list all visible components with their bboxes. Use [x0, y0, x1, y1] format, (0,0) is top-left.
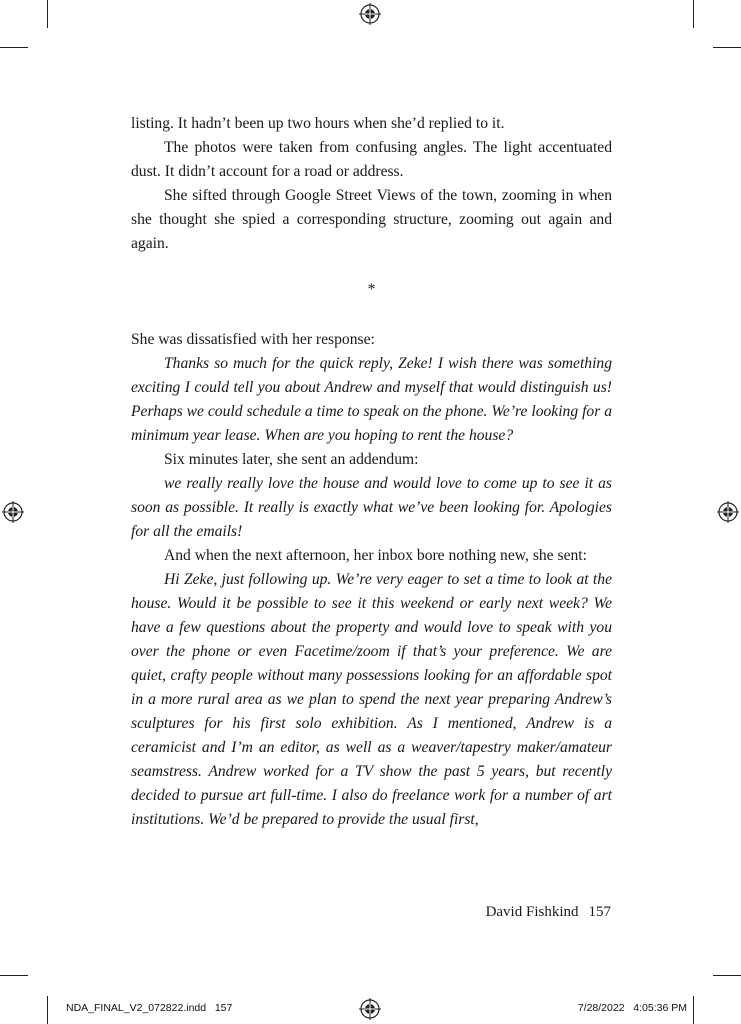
page-number: 157 — [588, 904, 611, 920]
crop-mark-bottom-left-vertical — [47, 996, 48, 1024]
email-quote: Hi Zeke, just following up. We’re very eager to set a time to look at the house. Would it be possible to see it this weekend or early next week? We have a few questions about the property and would love to speak with you over the phone or even Facetime/zoom if that’s your preference. We are quiet, crafty people without many possessions looking for an affordable spot in a more rural area as we plan to spend the next year preparing Andrew’s sculptures for his first solo exhibition. As I mentioned, Andrew is a ceramicist and I’m an editor, as well as a weaver/tapestry maker/amateur seamstress. Andrew worked for a TV show the past 5 years, but recently decided to pursue art full-time. I also do freelance work for a number of art institutions. We’d be prepared to provide the usual first, — [131, 571, 612, 828]
paragraph: She was dissatisfied with her response: — [131, 331, 375, 348]
paragraph: She sifted through Google Street Views of the town, zooming in when she thought she spied a corresponding structure, zooming out again and again. — [131, 187, 612, 252]
crop-mark-top-right-vertical — [693, 0, 694, 28]
paragraph: The photos were taken from confusing angles. The light accentuated dust. It didn’t account for a road or address. — [131, 139, 612, 180]
registration-mark-bottom-icon — [359, 998, 381, 1020]
registration-mark-left-icon — [2, 501, 24, 523]
section-break: * — [367, 281, 376, 298]
paragraph: And when the next afternoon, her inbox bore nothing new, she sent: — [164, 547, 587, 564]
page-body — [131, 112, 612, 832]
crop-mark-top-left-horizontal — [0, 47, 28, 48]
email-quote: Thanks so much for the quick reply, Zeke! I wish there was something exciting I could tell you about Andrew and myself that would distinguish us! Perhaps we could schedule a time to speak on the phone. We’re looking for a minimum year lease. When are you hoping to rent the house? — [131, 355, 612, 444]
paragraph: listing. It hadn’t been up two hours when she’d replied to it. — [131, 115, 505, 132]
running-footer — [486, 904, 611, 921]
slug-filename: NDA_FINAL_V2_072822.indd 157 — [66, 1002, 233, 1014]
author-name: David Fishkind — [485, 904, 579, 920]
slug-timestamp: 7/28/2022 4:05:36 PM — [577, 1002, 687, 1014]
email-quote: we really really love the house and would love to come up to see it as soon as possible. It really is exactly what we’ve been looking for. Apologies for all the emails! — [131, 475, 612, 540]
registration-mark-top-icon — [359, 3, 381, 25]
crop-mark-bottom-left-horizontal — [0, 975, 28, 976]
crop-mark-top-right-horizontal — [713, 47, 741, 48]
crop-mark-bottom-right-vertical — [693, 996, 694, 1024]
crop-mark-bottom-right-horizontal — [713, 975, 741, 976]
paragraph: Six minutes later, she sent an addendum: — [164, 451, 419, 468]
crop-mark-top-left-vertical — [47, 0, 48, 28]
registration-mark-right-icon — [717, 501, 739, 523]
